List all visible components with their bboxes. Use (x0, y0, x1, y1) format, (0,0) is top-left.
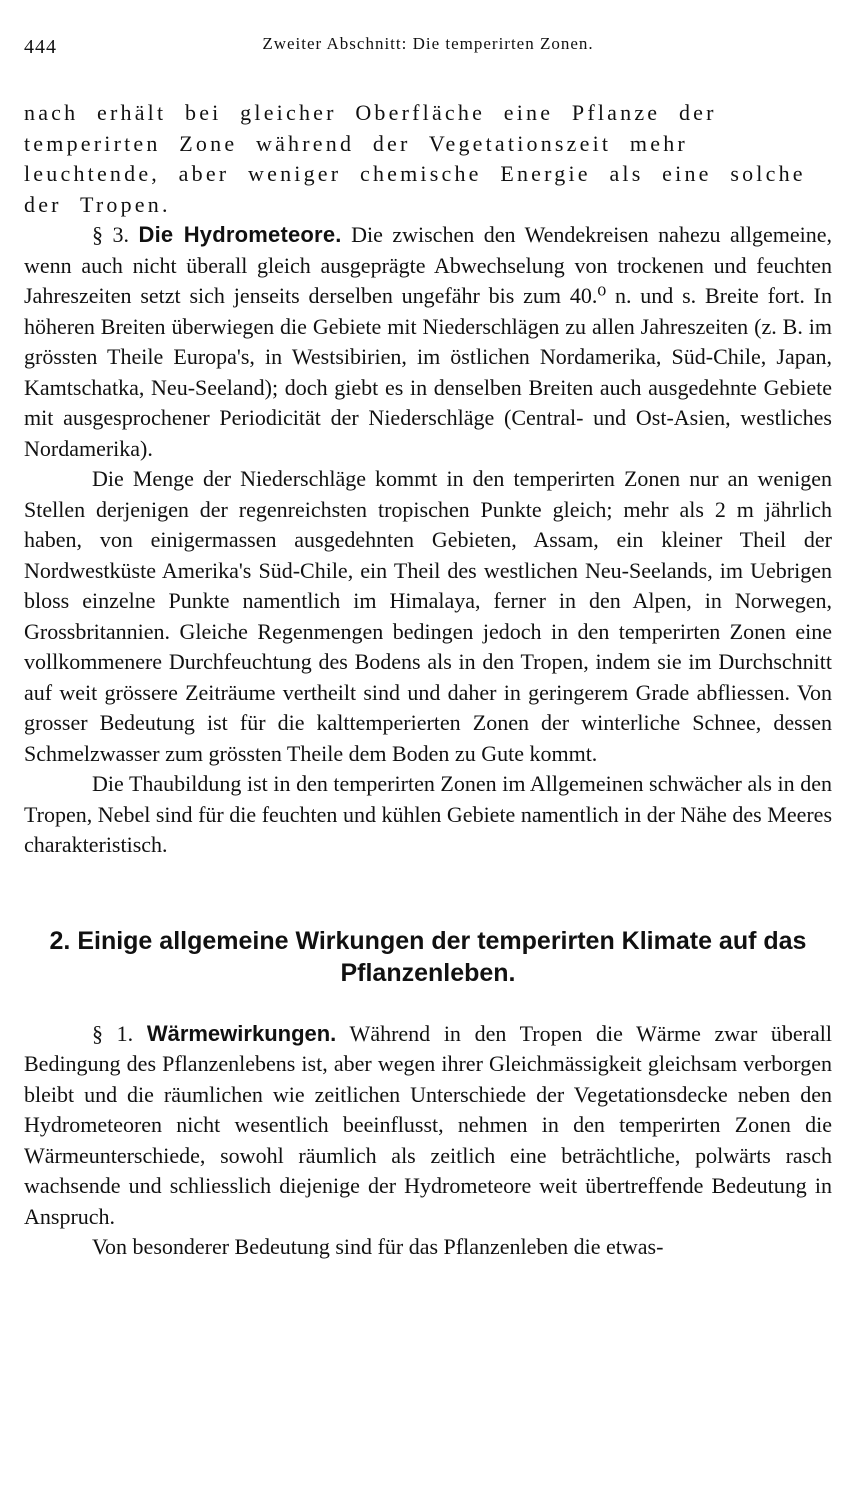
section-3-title: Die Hydrometeore. (138, 222, 342, 247)
chapter-heading: 2. Einige allgemeine Wirkungen der temperirten Klimate auf das Pflanzenleben. (49, 926, 807, 987)
section-1-number: § 1. (92, 1020, 134, 1046)
section-3-number: § 3. (92, 222, 130, 247)
section-1-title: Wärmewirkungen. (146, 1020, 337, 1046)
page-number: 444 (24, 36, 57, 58)
section-1-paragraph-1 (24, 1019, 832, 1233)
section-1-paragraph-2: Von besonderer Bedeutung sind für das Pflanzenleben die etwas- (92, 1234, 664, 1259)
document-page (24, 28, 832, 1263)
section-3-paragraph-2: Die Menge der Niederschläge kommt in den temperirten Zonen nur an wenigen Stellen derjenigen der regenreichsten tropischen Punkte gleich; mehr als 2 m jährlich haben, von einigermassen ausgedehnten Gebieten, Assam, ein kleiner Theil der Nordwestküste Amerika's Süd-Chile, ein Theil des westlichen Neu-Seelands, im Uebrigen bloss einzelne Punkte namentlich im Himalaya, ferner in den Alpen, in Norwegen, Grossbritannien. Gleiche Regenmengen bedingen jedoch in den temperirten Zonen eine vollkommenere Durchfeuchtung des Bodens als in den Tropen, indem sie im Durchschnitt auf weit grössere Zeiträume vertheilt sind und daher in geringerem Grade abfliessen. Von grosser Bedeutung ist für die kalttemperierten Zonen der winterliche Schnee, dessen Schmelzwasser zum grössten Theile dem Boden zu Gute kommt. (24, 466, 832, 766)
page-header (24, 28, 832, 58)
section-3-paragraph-1-text: Die zwischen den Wendekreisen nahezu allgemeine, wenn auch nicht überall gleich ausgeprägte Abwechselung von trockenen und feuchten Jahreszeiten setzt sich jenseits derselben ungefähr bis zum 40.⁰ n. und s. Breite fort. In höheren Breiten überwiegen die Gebiete mit Niederschlägen zu allen Jahreszeiten (z. B. im grössten Theile Europa's, in Westsibirien, im östlichen Nordamerika, Süd-Chile, Japan, Kamtschatka, Neu-Seeland); doch giebt es in denselben Breiten auch ausgedehnte Gebiete mit ausgesprochener Periodicität der Niederschläge (Central- und Ost-Asien, westliches Nordamerika). (24, 222, 832, 461)
section-3-paragraph-3: Die Thaubildung ist in den temperirten Zonen im Allgemeinen schwächer als in den Tropen, Nebel sind für die feuchten und kühlen Gebiete namentlich in der Nähe des Meeres charakteristisch. (24, 771, 832, 857)
continuation-paragraph: nach erhält bei gleicher Oberfläche eine Pflanze der temperirten Zone während der Vegetationszeit mehr leuchtende, aber weniger chemische Energie als eine solche der Tropen. (24, 100, 806, 217)
section-1-paragraph-1-text: Während in den Tropen die Wärme zwar überall Bedingung des Pflanzenlebens ist, aber wegen ihrer Gleichmässigkeit gleichsam verborgen bleibt und die räumlichen wie zeitlichen Unterschiede der Vegetationsdecke neben den Hydrometeoren nicht wesentlich beeinflusst, nehmen in den temperirten Zonen die Wärmeunterschiede, sowohl räumlich als zeitlich eine beträchtliche, polwärts rasch wachsende und schliesslich diejenige der Hydrometeore weit übertreffende Bedeutung in Anspruch. (24, 1020, 833, 1229)
running-head: Zweiter Abschnitt: Die temperirten Zonen. (262, 34, 594, 53)
section-3-paragraph-1 (24, 220, 832, 464)
